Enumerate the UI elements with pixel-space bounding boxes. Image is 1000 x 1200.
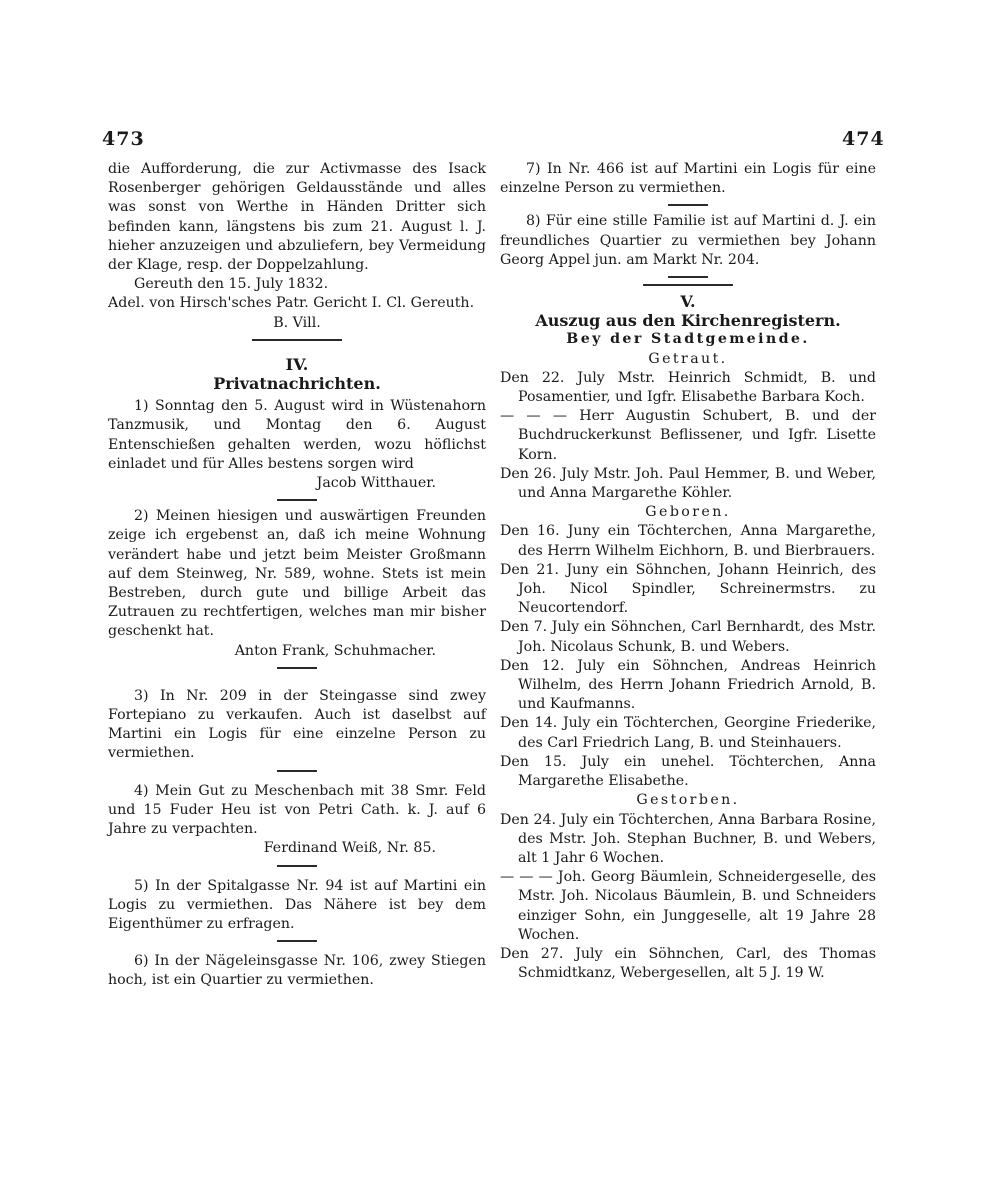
died-heading: Gestorben.: [636, 792, 740, 809]
section-title: Privatnachrichten.: [213, 374, 381, 394]
divider: [277, 940, 317, 942]
register-entry: — — — Herr Augustin Schubert, B. und der Buchdruckerkunst Beflissener, und Igfr. Lisette Korn.: [500, 408, 876, 463]
notice-1: 1) Sonntag den 5. August wird in Wüstenahorn Tanzmusik, und Montag den 6. August Entenschießen gehalten werden, wozu höflichst einladet und für Alles bestens sorgen wird: [108, 398, 486, 472]
notice-3: 3) In Nr. 209 in der Steingasse sind zwey Fortepiano zu verkaufen. Auch ist daselbst auf Martini ein Logis für eine einzelne Person zu vermiethen.: [108, 687, 486, 762]
register-entry: Den 24. July ein Töchterchen, Anna Barbara Rosine, des Mstr. Joh. Stephan Buchner, B. und Webers, alt 1 Jahr 6 Wochen.: [500, 811, 876, 866]
notice-court: Adel. von Hirsch'sches Patr. Gericht I. Cl. Gereuth.: [108, 295, 475, 312]
register-entry: Den 21. Juny ein Söhnchen, Johann Heinrich, des Joh. Nicol Spindler, Schreinermstrs. zu Neucortendorf.: [500, 561, 876, 617]
notice-4-signature: Ferdinand Weiß, Nr. 85.: [263, 840, 436, 857]
divider: [252, 339, 342, 341]
divider: [668, 204, 708, 206]
left-column: [108, 160, 486, 991]
register-entry: Den 12. July ein Söhnchen, Andreas Heinrich Wilhelm, des Herrn Johann Friedrich Arnold, B. und Kaufmanns.: [500, 657, 876, 713]
notice-signer: B. Vill.: [273, 314, 321, 331]
register-entry: Den 22. July Mstr. Heinrich Schmidt, B. und Posamentier, und Igfr. Elisabethe Barbara Koch.: [500, 369, 876, 406]
notice-6: 6) In der Nägeleinsgasse Nr. 106, zwey Stiegen hoch, ist ein Quartier zu vermiethen.: [108, 953, 486, 989]
page-number-right: 474: [842, 128, 885, 150]
married-heading: Getraut.: [648, 350, 728, 367]
register-entry: Den 7. July ein Söhnchen, Carl Bernhardt, des Mstr. Joh. Nicolaus Schunk, B. und Webers.: [500, 619, 876, 655]
section-numeral: V.: [680, 292, 696, 312]
divider: [277, 865, 317, 867]
page-number-left: 473: [102, 128, 145, 150]
community-heading: Bey der Stadtgemeinde.: [566, 331, 810, 348]
register-entry: Den 16. Juny ein Töchterchen, Anna Margarethe, des Herrn Wilhelm Eichhorn, B. und Bierbrauers.: [500, 523, 876, 559]
register-entry: Den 27. July ein Söhnchen, Carl, des Thomas Schmidtkanz, Webergesellen, alt 5 J. 19 W.: [500, 945, 876, 982]
section-title: Auszug aus den Kirchenregistern.: [535, 311, 841, 331]
register-entry: Den 26. July Mstr. Joh. Paul Hemmer, B. und Weber, und Anna Margarethe Köhler.: [500, 465, 876, 502]
divider: [277, 499, 317, 501]
right-column: [500, 160, 876, 983]
notice-text: die Aufforderung, die zur Activmasse des Isack Rosenberger gehörigen Geldausstände und alles was sonst von Werthe in Händen Dritter sich befinden kann, längstens bis zum 21. August l. J. hieher anzuzeigen und abzuliefern, bey Vermeidung der Klage, resp. der Doppelzahlung.: [108, 161, 486, 274]
notice-8: 8) Für eine stille Familie ist auf Martini d. J. ein freundliches Quartier zu vermiethen bey Johann Georg Appel jun. am Markt Nr. 204.: [500, 213, 876, 268]
divider: [277, 770, 317, 772]
divider: [668, 276, 708, 278]
register-entry: — — — Joh. Georg Bäumlein, Schneidergeselle, des Mstr. Joh. Nicolaus Bäumlein, B. und Schneiders einziger Sohn, ein Junggeselle, alt 19 Jahre 28 Wochen.: [500, 869, 876, 943]
register-entry: Den 14. July ein Töchterchen, Georgine Friederike, des Carl Friedrich Lang, B. und Steinhauers.: [500, 715, 876, 751]
notice-1-signature: Jacob Witthauer.: [316, 475, 436, 492]
notice-4: 4) Mein Gut zu Meschenbach mit 38 Smr. Feld und 15 Fuder Heu ist von Petri Cath. k. J. auf 6 Jahre zu verpachten.: [108, 782, 486, 838]
born-heading: Geboren.: [645, 504, 731, 521]
notice-7: 7) In Nr. 466 ist auf Martini ein Logis für eine einzelne Person zu vermiethen.: [500, 161, 876, 197]
divider: [643, 284, 733, 286]
divider: [277, 667, 317, 669]
notice-5: 5) In der Spitalgasse Nr. 94 ist auf Martini ein Logis zu vermiethen. Das Nähere ist bey dem Eigenthümer zu erfragen.: [108, 877, 486, 932]
register-entry: Den 15. July ein unehel. Töchterchen, Anna Margarethe Elisabethe.: [500, 753, 876, 790]
notice-2: 2) Meinen hiesigen und auswärtigen Freunden zeige ich ergebenst an, daß ich meine Wohnung verändert habe und jetzt beim Meister Großmann auf dem Steinweg, Nr. 589, wohne. Stets ist mein Bestreben, durch gute und billige Arbeit das Zutrauen zu rechtfertigen, welches man mir bisher geschenkt hat.: [108, 508, 486, 640]
notice-2-signature: Anton Frank, Schuhmacher.: [234, 642, 436, 659]
section-numeral: IV.: [285, 354, 309, 374]
notice-date: Gereuth den 15. July 1832.: [134, 276, 329, 293]
